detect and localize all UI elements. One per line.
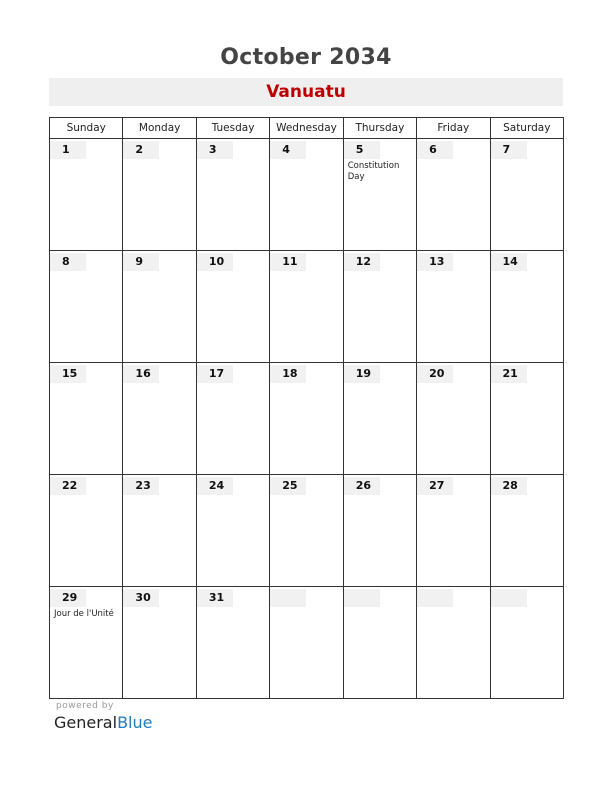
weekday-monday: Monday <box>123 118 196 139</box>
day-cell <box>490 587 563 699</box>
day-cell <box>417 363 490 475</box>
day-number: 2 <box>123 141 159 159</box>
day-cell <box>270 251 343 363</box>
day-cell <box>196 475 269 587</box>
day-cell <box>270 587 343 699</box>
weekday-tuesday: Tuesday <box>196 118 269 139</box>
generalblue-logo <box>54 713 152 732</box>
country-name: Vanuatu <box>266 82 346 102</box>
day-number: 18 <box>270 365 306 383</box>
day-number: 24 <box>197 477 233 495</box>
holiday-label: Constitution Day <box>347 161 400 182</box>
weekday-saturday: Saturday <box>490 118 563 139</box>
day-number: 11 <box>270 253 306 271</box>
day-cell <box>417 587 490 699</box>
day-number: 7 <box>491 141 527 159</box>
day-cell <box>343 251 416 363</box>
day-number: 31 <box>197 589 233 607</box>
week-row <box>50 363 564 475</box>
day-cell <box>123 251 196 363</box>
day-number: 15 <box>50 365 86 383</box>
day-cell <box>270 139 343 251</box>
day-cell <box>490 139 563 251</box>
day-number <box>491 589 527 607</box>
day-cell <box>50 139 123 251</box>
day-number <box>344 589 380 607</box>
weekday-wednesday: Wednesday <box>270 118 343 139</box>
week-row <box>50 587 564 699</box>
day-cell <box>50 475 123 587</box>
day-cell <box>270 475 343 587</box>
weekday-thursday: Thursday <box>343 118 416 139</box>
day-number: 10 <box>197 253 233 271</box>
day-cell <box>123 475 196 587</box>
weekday-sunday: Sunday <box>50 118 123 139</box>
brand-blue: Blue <box>117 713 153 732</box>
day-number: 13 <box>417 253 453 271</box>
day-number: 8 <box>50 253 86 271</box>
week-row <box>50 139 564 251</box>
powered-by-text: powered by <box>56 701 114 711</box>
day-number: 5 <box>344 141 380 159</box>
day-cell <box>196 363 269 475</box>
calendar-title: October 2034 <box>220 45 392 70</box>
day-cell <box>417 251 490 363</box>
day-number: 1 <box>50 141 86 159</box>
day-number: 21 <box>491 365 527 383</box>
day-cell <box>343 139 416 251</box>
day-number: 6 <box>417 141 453 159</box>
day-number: 4 <box>270 141 306 159</box>
day-cell <box>196 587 269 699</box>
day-cell <box>123 363 196 475</box>
day-cell <box>123 139 196 251</box>
day-cell <box>343 587 416 699</box>
day-number: 20 <box>417 365 453 383</box>
day-cell <box>50 251 123 363</box>
day-number: 16 <box>123 365 159 383</box>
day-number: 30 <box>123 589 159 607</box>
day-number: 9 <box>123 253 159 271</box>
day-cell <box>270 363 343 475</box>
day-number: 28 <box>491 477 527 495</box>
day-cell <box>50 587 123 699</box>
brand-general: General <box>54 713 118 732</box>
day-cell <box>490 363 563 475</box>
day-cell <box>490 475 563 587</box>
day-number: 25 <box>270 477 306 495</box>
weekday-header-row <box>50 118 564 139</box>
day-number: 22 <box>50 477 86 495</box>
country-banner <box>49 78 563 106</box>
day-number <box>417 589 453 607</box>
day-cell <box>196 139 269 251</box>
week-row <box>50 475 564 587</box>
day-number: 29 <box>50 589 86 607</box>
day-number: 12 <box>344 253 380 271</box>
day-cell <box>343 363 416 475</box>
day-cell <box>417 475 490 587</box>
day-number <box>270 589 306 607</box>
day-cell <box>196 251 269 363</box>
day-cell <box>50 363 123 475</box>
week-row <box>50 251 564 363</box>
day-number: 3 <box>197 141 233 159</box>
day-cell <box>490 251 563 363</box>
day-number: 27 <box>417 477 453 495</box>
day-cell <box>417 139 490 251</box>
day-number: 19 <box>344 365 380 383</box>
day-cell <box>123 587 196 699</box>
day-number: 14 <box>491 253 527 271</box>
day-cell <box>343 475 416 587</box>
holiday-label: Jour de l'Unité <box>54 609 114 619</box>
weekday-friday: Friday <box>417 118 490 139</box>
day-number: 23 <box>123 477 159 495</box>
calendar-grid <box>49 117 564 699</box>
day-number: 26 <box>344 477 380 495</box>
day-number: 17 <box>197 365 233 383</box>
